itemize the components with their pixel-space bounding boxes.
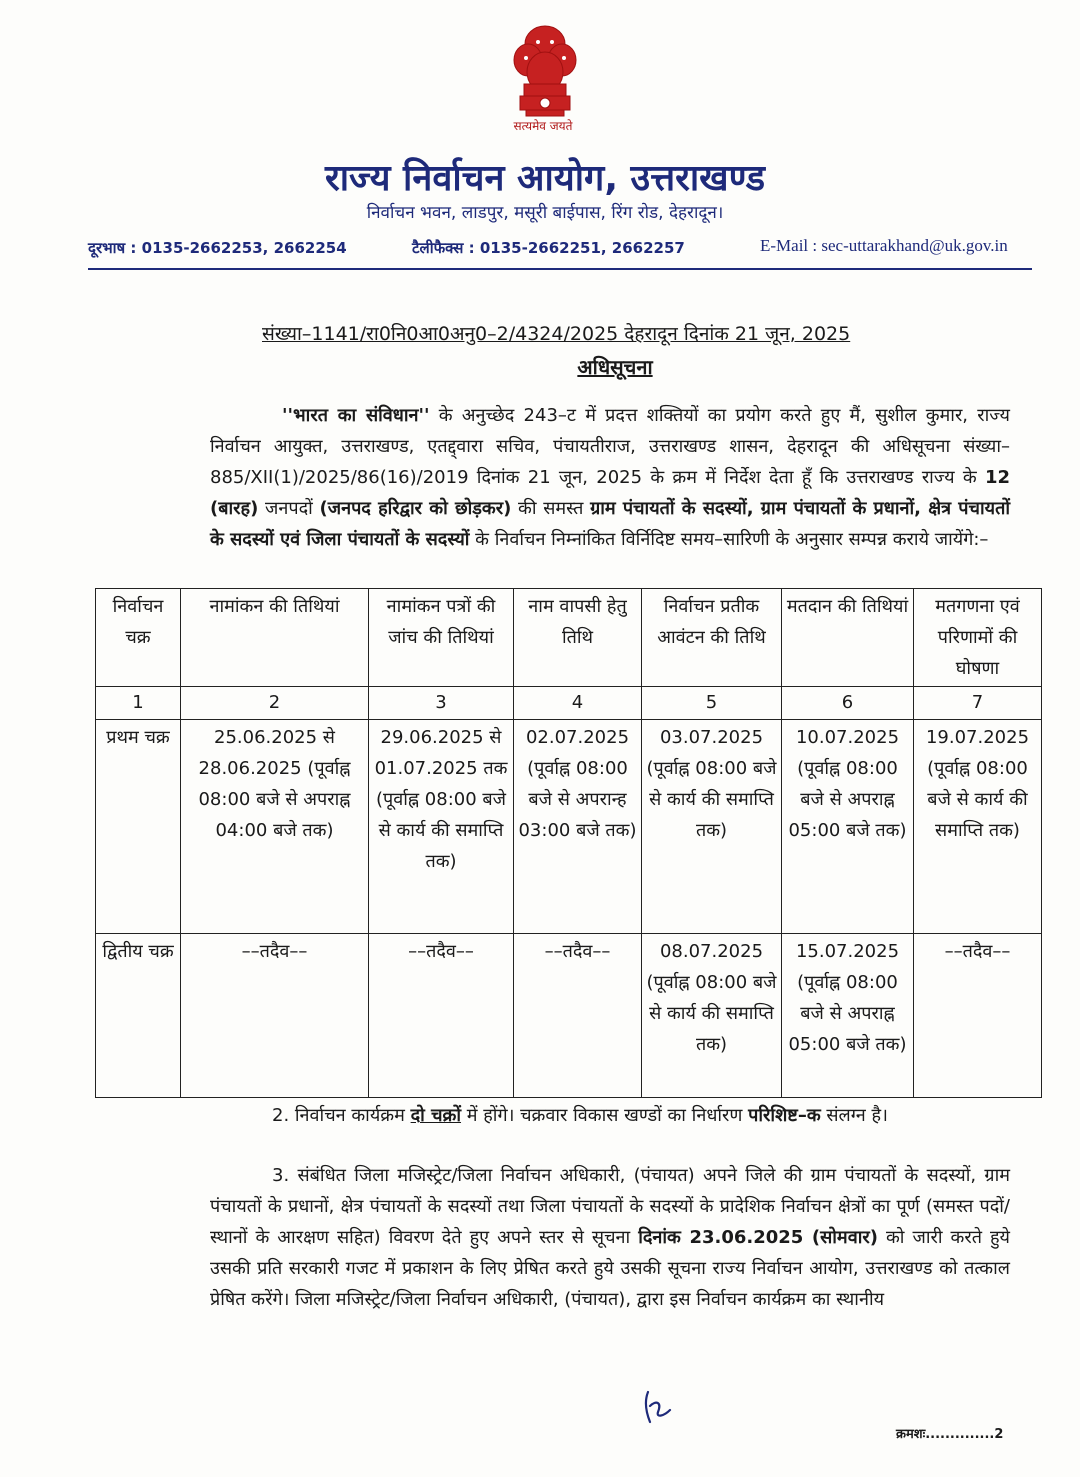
table-cell: 19.07.2025 (पूर्वाह्न 08:00 बजे से कार्य की समाप्ति तक): [914, 720, 1042, 934]
paragraph-2: [210, 1100, 1010, 1131]
paragraph-1-posts: ग्राम पंचायतों के सदस्यों, ग्राम पंचायतों के प्रधानों, क्षेत्र पंचायतों के सदस्यों एवं जिला पंचायतों के सदस्यों: [210, 498, 1010, 550]
paragraph-2-text-3: संलग्न है।: [820, 1105, 888, 1126]
table-row-second-phase: [96, 934, 1042, 1098]
header-divider: [88, 268, 1032, 270]
table-column-number-row: [96, 687, 1042, 720]
table-cell: 03.07.2025 (पूर्वाह्न 08:00 बजे से कार्य की समाप्ति तक): [642, 720, 782, 934]
paragraph-1-text-4: के निर्वाचन निम्नांकित विर्निदिष्ट समय–सारिणी के अनुसार सम्पन्न कराये जायेंगे:–: [469, 529, 989, 550]
table-column-number: 2: [181, 687, 369, 720]
table-header-cell: निर्वाचन चक्र: [96, 589, 181, 687]
table-cell: 15.07.2025 (पूर्वाह्न 08:00 बजे से अपराह्न 05:00 बजे तक): [782, 934, 914, 1098]
table-cell: 29.06.2025 से 01.07.2025 तक (पूर्वाह्न 08:00 बजे से कार्य की समाप्ति तक): [369, 720, 514, 934]
page-continuation: क्रमशः..............2: [896, 1427, 1004, 1442]
table-column-number: 3: [369, 687, 514, 720]
paragraph-3-text: 3. संबंधित जिला मजिस्ट्रेट/जिला निर्वाचन अधिकारी, (पंचायत) अपने जिले की ग्राम पंचायतों के सदस्यों, ग्राम पंचायतों के प्रधानों, क्षेत्र पंचायतों के सदस्यों तथा जिला पंचायतों के सदस्यों के प्रादेशिक निर्वाचन क्षेत्रों का पूर्ण (समस्त पदों/स्थानों के आरक्षण सहित) विवरण देते हुए अपने स्तर से सूचना: [210, 1165, 1010, 1248]
paragraph-1-district-count: 12 (बारह): [210, 467, 1010, 519]
paragraph-1-constitution: ''भारत का संविधान'': [282, 405, 430, 426]
table-cell: ––तदैव––: [514, 934, 642, 1098]
table-cell: 08.07.2025 (पूर्वाह्न 08:00 बजे से कार्य की समाप्ति तक): [642, 934, 782, 1098]
table-column-number: 6: [782, 687, 914, 720]
email-address[interactable]: E-Mail : sec-uttarakhand@uk.gov.in: [760, 236, 1008, 255]
table-header-cell: नामांकन पत्रों की जांच की तिथियां: [369, 589, 514, 687]
table-cell: ––तदैव––: [914, 934, 1042, 1098]
table-header-cell: मतगणना एवं परिणामों की घोषणा: [914, 589, 1042, 687]
paragraph-2-two-phases: दो चक्रों: [410, 1105, 462, 1126]
paragraph-1-text-3: की समस्त: [511, 498, 591, 519]
table-header-cell: निर्वाचन प्रतीक आवंटन की तिथि: [642, 589, 782, 687]
paragraph-3-date: दिनांक 23.06.2025 (सोमवार): [638, 1227, 878, 1248]
table-cell: प्रथम चक्र: [96, 720, 181, 934]
paragraph-2-text: 2. निर्वाचन कार्यक्रम: [272, 1105, 411, 1126]
signature-initials: [640, 1388, 680, 1428]
paragraph-1: [210, 400, 1010, 555]
paragraph-3: [210, 1160, 1010, 1315]
table-column-number: 7: [914, 687, 1042, 720]
table-row-first-phase: [96, 720, 1042, 934]
table-cell: ––तदैव––: [369, 934, 514, 1098]
paragraph-1-text-2: जनपदों: [258, 498, 320, 519]
table-header-cell: मतदान की तिथियां: [782, 589, 914, 687]
paragraph-1-exclusion: (जनपद हरिद्वार को छोड़कर): [319, 498, 512, 519]
paragraph-3-text-2: को जारी करते हुये उसकी प्रति सरकारी गजट में प्रकाशन के लिए प्रेषित करते हुये उसकी सूचना राज्य निर्वाचन आयोग, उत्तराखण्ड को तत्काल प्रेषित करेंगे। जिला मजिस्ट्रेट/जिला निर्वाचन अधिकारी, (पंचायत), द्वारा इस निर्वाचन कार्यक्रम का स्थानीय: [210, 1227, 1010, 1310]
table-column-number: 5: [642, 687, 782, 720]
table-header-row: [96, 589, 1042, 687]
table-cell: 02.07.2025 (पूर्वाह्न 08:00 बजे से अपरान्ह 03:00 बजे तक): [514, 720, 642, 934]
paragraph-2-annexure: परिशिष्ट–क: [748, 1105, 821, 1126]
table-header-cell: नामांकन की तिथियां: [181, 589, 369, 687]
notification-title: अधिसूचना: [577, 355, 653, 379]
emblem-motto: सत्यमेव जयते: [513, 119, 573, 133]
election-schedule-table: [95, 588, 1042, 1098]
table-header-cell: नाम वापसी हेतु तिथि: [514, 589, 642, 687]
table-column-number: 1: [96, 687, 181, 720]
paragraph-2-text-2: में होंगे। चक्रवार विकास खण्डों का निर्धारण: [461, 1105, 749, 1126]
paragraph-1-text: के अनुच्छेद 243–ट में प्रदत्त शक्तियों का प्रयोग करते हुए मैं, सुशील कुमार, राज्य निर्वाचन आयुक्त, उत्तराखण्ड, एतद्द्वारा सचिव, पंचायतीराज, उत्तराखण्ड शासन, देहरादून की अधिसूचना संख्या–885/XII(1)/2025/86(16)/2019 दिनांक 21 जून, 2025 के क्रम में निर्देश देता हूँ कि उत्तराखण्ड राज्य के: [210, 405, 1010, 488]
organization-title: राज्य निर्वाचन आयोग, उत्तराखण्ड: [324, 158, 765, 199]
table-cell: ––तदैव––: [181, 934, 369, 1098]
reference-number: संख्या–1141/रा0नि0आ0अनु0–2/4324/2025 देहरादून दिनांक 21 जून, 2025: [262, 323, 851, 345]
table-cell: 10.07.2025 (पूर्वाह्न 08:00 बजे से अपराह्न 05:00 बजे तक): [782, 720, 914, 934]
table-cell: द्वितीय चक्र: [96, 934, 181, 1098]
table-cell: 25.06.2025 से 28.06.2025 (पूर्वाह्न 08:00 बजे से अपराह्न 04:00 बजे तक): [181, 720, 369, 934]
table-column-number: 4: [514, 687, 642, 720]
telefax-numbers: टैलीफैक्स : 0135-2662251, 2662257: [412, 239, 685, 257]
phone-numbers: दूरभाष : 0135-2662253, 2662254: [88, 239, 347, 257]
organization-address: निर्वाचन भवन, लाडपुर, मसूरी बाईपास, रिंग रोड, देहरादून।: [366, 203, 724, 223]
